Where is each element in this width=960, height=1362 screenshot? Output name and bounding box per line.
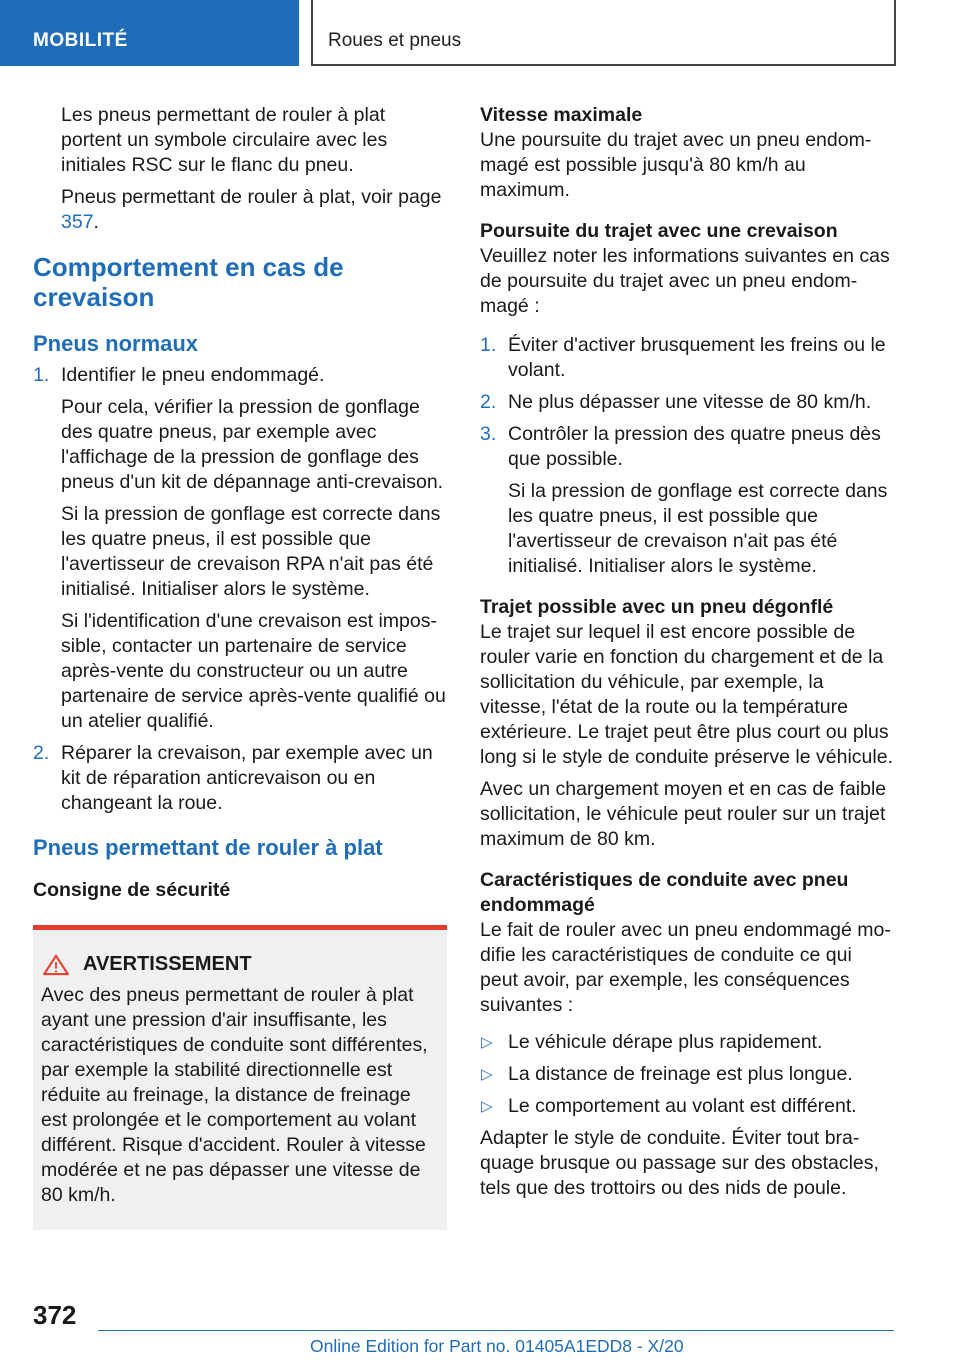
- page-number: 372: [33, 1300, 77, 1330]
- list-number: 1.: [480, 334, 497, 356]
- list-item-text: Ne plus dépasser une vitesse de 80 km/h.: [508, 391, 872, 413]
- paragraph: Le fait de rouler avec un pneu endommagé modifie les caractéristiques de conduite ce qui peut avoir, par exemple, les conséquences suivantes :: [480, 919, 891, 1016]
- heading-driving: Caractéristiques de conduite avec pneu endommagé: [480, 869, 849, 916]
- list-number: 2.: [480, 391, 497, 413]
- footer-rule: [98, 1330, 894, 1331]
- numbered-list: [480, 333, 894, 579]
- paragraph: Adapter le style de conduite. Éviter tout braquage brusque ou passage sur des obstacles, tels que des trottoirs ou des nids de poule.: [480, 1127, 879, 1199]
- warning-triangle-icon: [41, 954, 71, 976]
- list-item-detail: Pour cela, vérifier la pression de gonflage des quatre pneus, par exemple avec l'affichage de la pression de gonflage des pneus d'un kit de dépannage anti-crevaison.: [61, 396, 444, 493]
- subsection-heading-normal: Pneus normaux: [33, 331, 199, 356]
- list-number: 2.: [33, 742, 50, 764]
- section-tab: MOBILITÉ: [0, 0, 299, 66]
- warning-body: Avec des pneus permettant de rouler à plat ayant une pression d'air insuffisante, les caractéristiques de conduite sont différentes, par exemple la stabilité directionnelle est réduite au freinage, la distance de freinage est prolongée et le comportement au volant différent. Risque d'accident. Rouler à vitesse modérée et ne pas dépasser une vitesse de 80 km/h.: [41, 984, 428, 1206]
- list-item-text: Réparer la crevaison, par exemple avec un kit de réparation anticrevaison ou en changeant la roue.: [61, 742, 433, 814]
- heading-distance: Trajet possible avec un pneu dégonflé: [480, 596, 834, 618]
- triangle-bullet-icon: ▷: [481, 1098, 493, 1115]
- list-item: [480, 422, 894, 579]
- list-item: [33, 363, 447, 734]
- warning-title: AVERTISSEMENT: [41, 952, 437, 977]
- paragraph: Une poursuite du trajet avec un pneu endommagé est possible jusqu'à 80 km/h au maximum.: [480, 129, 872, 201]
- triangle-bullet-icon: ▷: [481, 1066, 493, 1083]
- list-number: 1.: [33, 364, 50, 386]
- list-item-text: Contrôler la pression des quatre pneus dès que possible.: [508, 423, 881, 470]
- chapter-title: Roues et pneus: [311, 0, 896, 66]
- triangle-bullet-icon: ▷: [481, 1034, 493, 1051]
- paragraph: Le trajet sur lequel il est encore possible de rouler varie en fonction du chargement et de la sollicitation du véhicule, par exemple, la vitesse, l'état de la route ou la température extérieure. Le trajet peut être plus court ou plus long si le style de conduite préserve le véhicule.: [480, 621, 893, 768]
- page-link[interactable]: 357: [61, 211, 94, 233]
- list-item: ▷ Le véhicule dérape plus rapidement.: [481, 1031, 823, 1053]
- list-item: [33, 741, 447, 816]
- list-item-text: Identifier le pneu endommagé.: [61, 364, 325, 386]
- heading-continue: Poursuite du trajet avec une crevaison: [480, 220, 838, 242]
- left-column: [33, 103, 447, 1230]
- heading-max-speed: Vitesse maximale: [480, 104, 643, 126]
- list-number: 3.: [480, 423, 497, 445]
- bullet-list: [480, 1030, 894, 1119]
- cross-reference: Pneus permettant de rouler à plat, voir page 357.: [61, 186, 442, 233]
- list-item-detail: Si la pression de gonflage est correcte dans les quatre pneus, il est possible que l'avertisseur de crevaison n'ait pas été initialisé. Initialiser alors le système.: [508, 480, 888, 577]
- paragraph: Avec un chargement moyen et en cas de faible sollicitation, le véhicule peut rouler sur un trajet maximum de 80 km.: [480, 778, 887, 850]
- list-item-text: Éviter d'activer brusquement les freins ou le volant.: [508, 334, 886, 381]
- edition-note: Online Edition for Part no. 01405A1EDD8 - X/20: [310, 1336, 684, 1356]
- list-item: ▷ Le comportement au volant est différent.: [481, 1095, 857, 1117]
- list-item-detail: Si la pression de gonflage est correcte dans les quatre pneus, il est possible que l'avertisseur de crevaison RPA n'ait pas été initialisé. Initialiser alors le système.: [61, 503, 441, 600]
- subsection-heading-runflat: Pneus permettant de rouler à plat: [33, 835, 383, 860]
- safety-heading: Consigne de sécurité: [33, 879, 231, 901]
- list-item: [480, 333, 894, 383]
- list-item: ▷ La distance de freinage est plus longue.: [481, 1063, 853, 1085]
- intro-paragraph: Les pneus permettant de rouler à plat portent un symbole circulaire avec les initiales RSC sur le flanc du pneu.: [61, 104, 388, 176]
- list-item: [480, 390, 894, 415]
- right-column: [480, 103, 894, 1208]
- paragraph: Veuillez noter les informations suivantes en cas de poursuite du trajet avec un pneu endommagé :: [480, 245, 890, 317]
- page-header: [0, 0, 960, 66]
- list-item-detail: Si l'identification d'une crevaison est impossible, contacter un partenaire de service après-vente du constructeur ou un autre partenaire de service après-vente qualifié ou un atelier qualifié.: [61, 610, 446, 732]
- warning-box: [33, 925, 447, 1230]
- section-heading: Comportement en cas de crevaison: [33, 252, 344, 312]
